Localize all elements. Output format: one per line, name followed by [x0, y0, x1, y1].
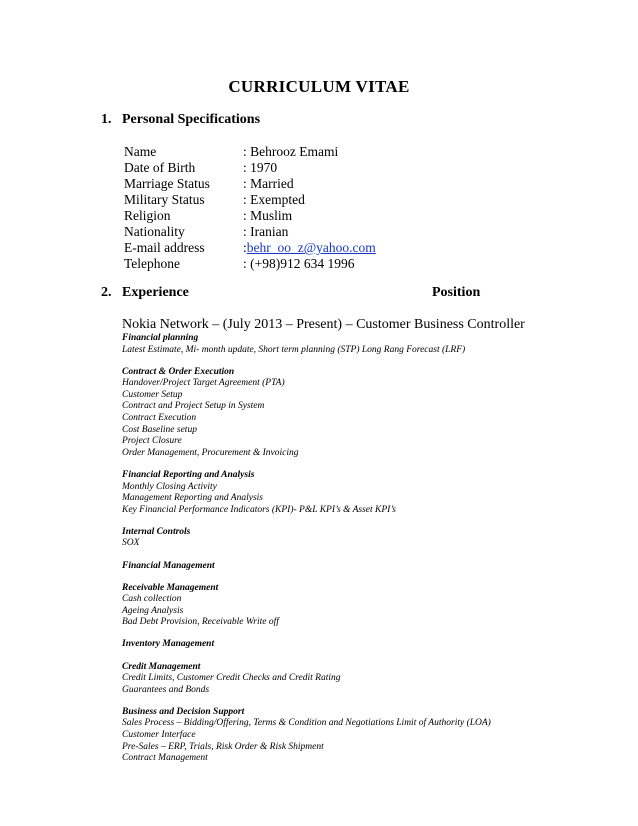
spec-row	[124, 208, 376, 224]
detail-group	[122, 639, 612, 651]
section-number: 2.	[101, 285, 112, 300]
group-item: Contract Execution	[122, 413, 197, 424]
group-item: Cost Baseline setup	[122, 424, 197, 435]
spec-label: Nationality	[124, 224, 185, 239]
detail-group	[122, 367, 612, 460]
group-title: Financial planning	[122, 333, 199, 343]
spec-row	[124, 192, 376, 208]
spec-value: : 1970	[243, 160, 278, 175]
group-item: Monthly Closing Activity	[122, 481, 217, 492]
spec-row	[124, 256, 376, 272]
spec-row	[124, 176, 376, 192]
spec-label: Telephone	[124, 256, 181, 271]
group-item: Customer Setup	[122, 389, 183, 400]
group-item: Credit Limits, Customer Credit Checks and Credit Rating	[122, 673, 341, 684]
spec-value: : Iranian	[243, 224, 289, 239]
spec-value-prefix: :	[243, 240, 247, 255]
section-label: Experience	[122, 285, 189, 300]
spec-label: E-mail address	[124, 240, 205, 255]
group-item: Pre-Sales – ERP, Trials, Risk Order & Risk Shipment	[122, 741, 324, 752]
spec-row	[124, 144, 376, 160]
group-item: Project Closure	[122, 436, 182, 447]
group-title: Financial Management	[122, 560, 215, 571]
group-title: Internal Controls	[122, 526, 191, 537]
group-item: Bad Debt Provision, Receivable Write off	[122, 617, 279, 628]
spec-value: : Married	[243, 176, 294, 191]
group-title: Receivable Management	[122, 582, 219, 593]
group-title: Contract & Order Execution	[122, 366, 235, 377]
group-item: Contract Management	[122, 753, 208, 764]
section-personal-heading	[101, 112, 260, 128]
group-title: Inventory Management	[122, 639, 215, 650]
group-item: Handover/Project Target Agreement (PTA)	[122, 378, 285, 389]
position-heading: Position	[432, 285, 481, 300]
detail-group	[122, 707, 612, 765]
email-link[interactable]: behr_oo_z@yahoo.com	[246, 240, 376, 255]
spec-value: : Exempted	[243, 192, 305, 207]
group-title: Business and Decision Support	[122, 706, 245, 717]
spec-label: Date of Birth	[124, 160, 196, 175]
spec-value	[243, 240, 376, 256]
group-item: Cash collection	[122, 594, 182, 605]
group-item: SOX	[122, 538, 140, 549]
job-entry: Nokia Network – (July 2013 – Present) – Customer Business Controller	[122, 317, 525, 332]
spec-row	[124, 240, 376, 256]
spec-label: Religion	[124, 208, 171, 223]
job-details	[122, 333, 612, 775]
group-item: Customer Interface	[122, 730, 196, 741]
detail-group	[122, 527, 612, 550]
detail-group	[122, 583, 612, 629]
spec-label: Name	[124, 144, 157, 159]
detail-group	[122, 662, 612, 697]
spec-row	[124, 224, 376, 240]
section-experience-heading	[101, 285, 189, 301]
group-item: Contract and Project Setup in System	[122, 401, 265, 412]
group-item: Management Reporting and Analysis	[122, 493, 263, 504]
detail-group	[122, 333, 612, 356]
group-item: Ageing Analysis	[122, 605, 184, 616]
personal-specifications	[124, 144, 376, 272]
group-item: Latest Estimate, Mi- month update, Short term planning (STP) Long Rang Forecast (LRF)	[122, 344, 466, 355]
group-item: Guarantees and Bonds	[122, 684, 210, 695]
page-title: CURRICULUM VITAE	[228, 77, 410, 96]
group-title: Credit Management	[122, 661, 201, 672]
detail-group	[122, 561, 612, 573]
spec-value: : Muslim	[243, 208, 293, 223]
spec-value: : (+98)912 634 1996	[243, 256, 355, 271]
detail-group	[122, 470, 612, 516]
spec-label: Marriage Status	[124, 176, 210, 191]
section-label: Personal Specifications	[122, 112, 261, 127]
section-number: 1.	[101, 112, 112, 127]
spec-label: Military Status	[124, 192, 205, 207]
spec-row	[124, 160, 376, 176]
spec-value: : Behrooz Emami	[243, 144, 339, 159]
group-item: Sales Process – Bidding/Offering, Terms & Condition and Negotiations Limit of Authority (LOA)	[122, 718, 491, 729]
group-item: Order Management, Procurement & Invoicing	[122, 447, 299, 458]
group-title: Financial Reporting and Analysis	[122, 469, 255, 480]
group-item: Key Financial Performance Indicators (KPI)- P&L KPI’s & Asset KPI’s	[122, 504, 396, 515]
